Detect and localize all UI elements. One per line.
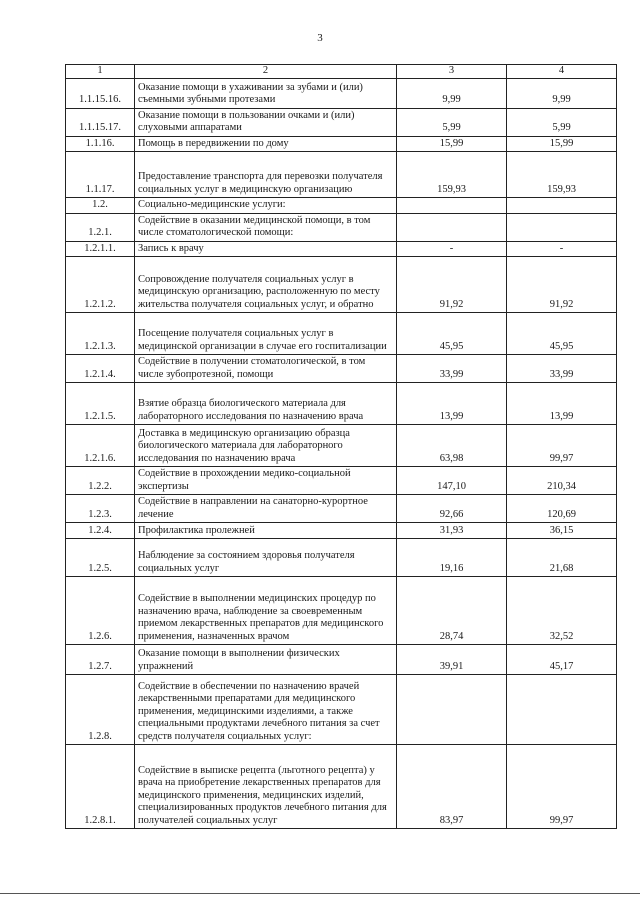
row-value-col-3: 83,97	[397, 745, 507, 829]
table-row	[66, 152, 617, 198]
row-code: 1.2.	[66, 198, 135, 214]
row-code: 1.1.15.17.	[66, 108, 135, 136]
row-description: Наблюдение за состоянием здоровья получателя социальных услуг	[135, 539, 397, 577]
row-value-col-3: 63,98	[397, 425, 507, 467]
row-value-col-3	[397, 213, 507, 241]
row-value-col-4	[507, 675, 617, 745]
row-value-col-3: 28,74	[397, 577, 507, 645]
row-code: 1.2.7.	[66, 645, 135, 675]
row-value-col-3: 31,93	[397, 523, 507, 539]
row-value-col-3: 9,99	[397, 78, 507, 108]
row-description: Содействие в направлении на санаторно-курортное лечение	[135, 495, 397, 523]
table-row	[66, 425, 617, 467]
row-code: 1.2.8.	[66, 675, 135, 745]
row-value-col-3: 39,91	[397, 645, 507, 675]
row-description: Оказание помощи в ухаживании за зубами и (или) съемными зубными протезами	[135, 78, 397, 108]
row-value-col-4: 210,34	[507, 467, 617, 495]
row-value-col-4: 159,93	[507, 152, 617, 198]
row-description: Запись к врачу	[135, 241, 397, 257]
row-value-col-4: 91,92	[507, 257, 617, 313]
row-code: 1.2.1.	[66, 213, 135, 241]
table-row	[66, 257, 617, 313]
table-row	[66, 645, 617, 675]
row-value-col-3: 91,92	[397, 257, 507, 313]
row-value-col-4: 9,99	[507, 78, 617, 108]
table-row	[66, 355, 617, 383]
header-col-2: 2	[135, 65, 397, 79]
row-code: 1.2.8.1.	[66, 745, 135, 829]
row-value-col-4: 21,68	[507, 539, 617, 577]
row-description: Профилактика пролежней	[135, 523, 397, 539]
row-code: 1.1.15.16.	[66, 78, 135, 108]
row-value-col-4: 33,99	[507, 355, 617, 383]
row-description: Помощь в передвижении по дому	[135, 136, 397, 152]
table-row	[66, 539, 617, 577]
row-value-col-4: 5,99	[507, 108, 617, 136]
row-description: Содействие в оказании медицинской помощи, в том числе стоматологической помощи:	[135, 213, 397, 241]
table-row	[66, 78, 617, 108]
row-code: 1.2.4.	[66, 523, 135, 539]
row-code: 1.2.1.2.	[66, 257, 135, 313]
row-value-col-3	[397, 198, 507, 214]
row-description: Оказание помощи в пользовании очками и (или) слуховыми аппаратами	[135, 108, 397, 136]
row-value-col-3: 19,16	[397, 539, 507, 577]
header-col-3: 3	[397, 65, 507, 79]
row-value-col-4: 99,97	[507, 745, 617, 829]
row-value-col-3: 92,66	[397, 495, 507, 523]
row-description: Взятие образца биологического материала для лабораторного исследования по назначению врача	[135, 383, 397, 425]
header-col-1: 1	[66, 65, 135, 79]
row-code: 1.1.17.	[66, 152, 135, 198]
row-value-col-4	[507, 213, 617, 241]
row-description: Содействие в выписке рецепта (льготного рецепта) у врача на приобретение лекарственных препаратов для медицинского применения, медицинских изделий, специализированных продуктов лечебного питания для получателей социальных услуг	[135, 745, 397, 829]
row-value-col-3: 45,95	[397, 313, 507, 355]
row-description: Содействие в прохождении медико-социальной экспертизы	[135, 467, 397, 495]
page-number: 3	[317, 32, 323, 44]
row-description: Оказание помощи в выполнении физических упражнений	[135, 645, 397, 675]
row-description: Доставка в медицинскую организацию образца биологического материала для лабораторного исследования по назначению врача	[135, 425, 397, 467]
row-code: 1.2.5.	[66, 539, 135, 577]
table-row	[66, 675, 617, 745]
row-code: 1.2.3.	[66, 495, 135, 523]
row-code: 1.1.16.	[66, 136, 135, 152]
table-row	[66, 577, 617, 645]
row-value-col-4: 13,99	[507, 383, 617, 425]
table-row	[66, 313, 617, 355]
row-code: 1.2.6.	[66, 577, 135, 645]
row-value-col-3: 33,99	[397, 355, 507, 383]
row-value-col-3: 147,10	[397, 467, 507, 495]
table-row	[66, 383, 617, 425]
row-code: 1.2.1.4.	[66, 355, 135, 383]
row-value-col-4: 36,15	[507, 523, 617, 539]
row-description: Содействие в обеспечении по назначению врачей лекарственными препаратами для медицинского применения, медицинскими изделиями, а также специальными продуктами лечебного питания за счет средств получателя социальных услуг:	[135, 675, 397, 745]
row-description: Социально-медицинские услуги:	[135, 198, 397, 214]
row-code: 1.2.1.3.	[66, 313, 135, 355]
row-value-col-4: 120,69	[507, 495, 617, 523]
table-row	[66, 523, 617, 539]
row-value-col-4	[507, 198, 617, 214]
table-header-row	[66, 65, 617, 79]
table-row	[66, 495, 617, 523]
row-value-col-3: 159,93	[397, 152, 507, 198]
row-description: Предоставление транспорта для перевозки получателя социальных услуг в медицинскую организацию	[135, 152, 397, 198]
table-row	[66, 745, 617, 829]
table-row	[66, 241, 617, 257]
row-value-col-4: 99,97	[507, 425, 617, 467]
table-row	[66, 467, 617, 495]
row-description: Сопровождение получателя социальных услуг в медицинскую организацию, расположенную по месту жительства получателя социальных услуг, и обратно	[135, 257, 397, 313]
row-value-col-4: -	[507, 241, 617, 257]
table-row	[66, 136, 617, 152]
table-row	[66, 213, 617, 241]
row-code: 1.2.1.1.	[66, 241, 135, 257]
row-value-col-4: 15,99	[507, 136, 617, 152]
row-code: 1.2.2.	[66, 467, 135, 495]
table-row	[66, 108, 617, 136]
table-row	[66, 198, 617, 214]
row-value-col-3	[397, 675, 507, 745]
row-value-col-3: 5,99	[397, 108, 507, 136]
row-value-col-3: 13,99	[397, 383, 507, 425]
row-code: 1.2.1.6.	[66, 425, 135, 467]
tariff-table	[65, 64, 617, 829]
row-description: Содействие в выполнении медицинских процедур по назначению врача, наблюдение за своевременным приемом лекарственных препаратов для медицинского применения, назначенных врачом	[135, 577, 397, 645]
row-description: Посещение получателя социальных услуг в медицинской организации в случае его госпитализации	[135, 313, 397, 355]
row-value-col-3: -	[397, 241, 507, 257]
row-description: Содействие в получении стоматологической, в том числе зубопротезной, помощи	[135, 355, 397, 383]
row-value-col-4: 45,95	[507, 313, 617, 355]
row-code: 1.2.1.5.	[66, 383, 135, 425]
row-value-col-4: 45,17	[507, 645, 617, 675]
header-col-4: 4	[507, 65, 617, 79]
row-value-col-4: 32,52	[507, 577, 617, 645]
row-value-col-3: 15,99	[397, 136, 507, 152]
bottom-rule	[0, 893, 640, 894]
